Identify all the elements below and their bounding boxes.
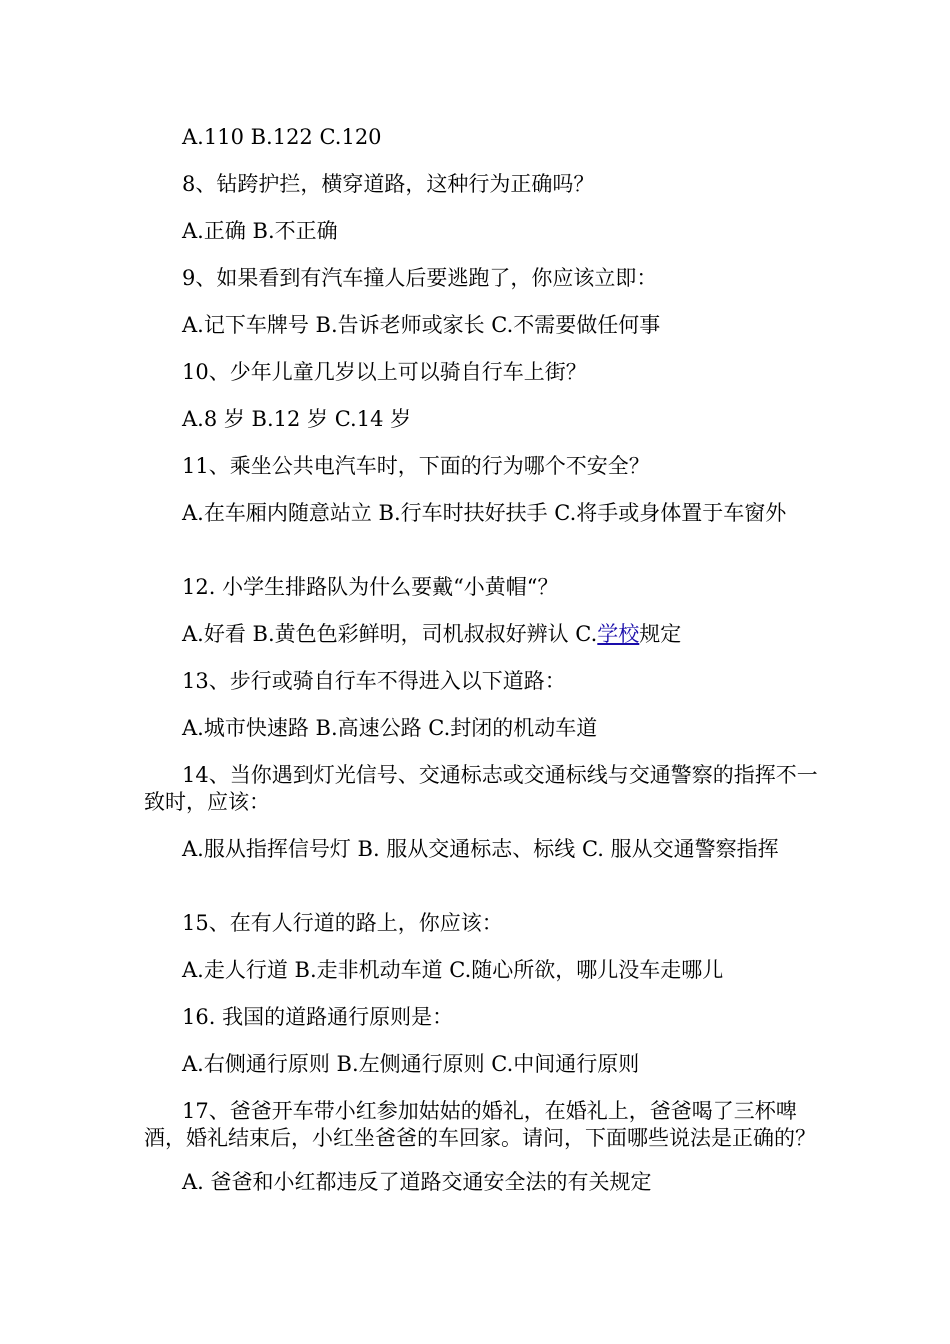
q15-options: A.走人行道 B.走非机动车道 C.随心所欲，哪儿没车走哪儿 [182, 958, 724, 982]
q7-options: A.110 B.122 C.120 [182, 125, 382, 149]
q13-options: A.城市快速路 B.高速公路 C.封闭的机动车道 [182, 716, 598, 740]
q10-options: A.8 岁 B.12 岁 C.14 岁 [182, 407, 412, 431]
q9-options: A.记下车牌号 B.告诉老师或家长 C.不需要做任何事 [182, 313, 661, 337]
q12-options [144, 621, 820, 648]
q8-question: 8、钻跨护拦，横穿道路，这种行为正确吗？ [182, 172, 595, 196]
q16-options: A.右侧通行原则 B.左侧通行原则 C.中间通行原则 [182, 1052, 640, 1076]
q17-question: 17、爸爸开车带小红参加姑姑的婚礼，在婚礼上，爸爸喝了三杯啤酒，婚礼结束后，小红坐爸爸的车回家。请问，下面哪些说法是正确的？ [144, 1099, 816, 1150]
q10-question: 10、少年儿童几岁以上可以骑自行车上街？ [182, 360, 587, 384]
q11-options: A.在车厢内随意站立 B.行车时扶好扶手 C.将手或身体置于车窗外 [182, 501, 787, 525]
q15-question: 15、在有人行道的路上，你应该： [182, 911, 503, 935]
q13-question: 13、步行或骑自行车不得进入以下道路： [182, 669, 566, 693]
q9-question: 9、如果看到有汽车撞人后要逃跑了，你应该立即： [182, 266, 658, 290]
q8-options: A.正确 B.不正确 [182, 219, 338, 243]
q14-question: 14、当你遇到灯光信号、交通标志或交通标线与交通警察的指挥不一致时，应该： [144, 763, 818, 814]
q14-options: A.服从指挥信号灯 B. 服从交通标志、标线 C. 服从交通警察指挥 [182, 837, 779, 861]
q17-option-a: A. 爸爸和小红都违反了道路交通安全法的有关规定 [182, 1170, 652, 1194]
q12-options-after: 规定 [639, 622, 682, 646]
q11-question: 11、乘坐公共电汽车时，下面的行为哪个不安全？ [182, 454, 650, 478]
school-link[interactable]: 学校 [597, 622, 640, 646]
q12-question: 12. 小学生排路队为什么要戴“小黄帽“？ [182, 575, 559, 599]
q16-question: 16. 我国的道路通行原则是： [182, 1005, 454, 1029]
q12-options-before: A.好看 B.黄色色彩鲜明，司机叔叔好辨认 C. [182, 622, 598, 646]
